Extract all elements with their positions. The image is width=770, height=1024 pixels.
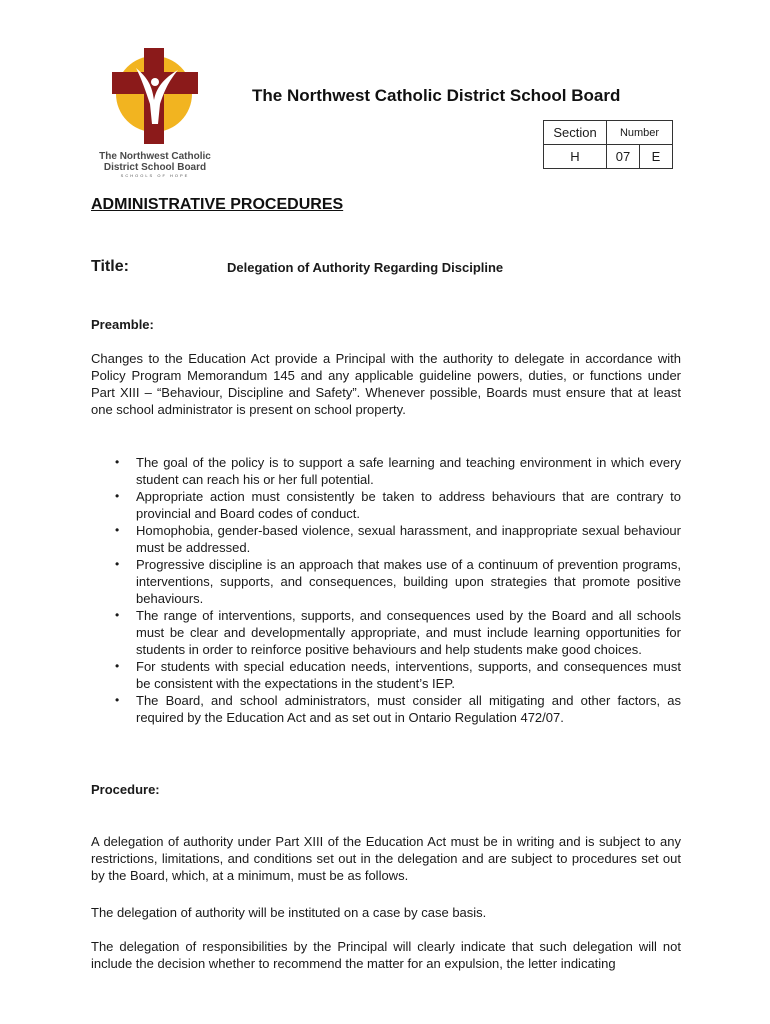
section-value: H: [544, 145, 607, 169]
number-suffix: E: [640, 145, 673, 169]
list-item: • Appropriate action must consistently be taken to address behaviours that are contrary to provincial and Board codes of conduct.: [136, 488, 681, 522]
preamble-heading: Preamble:: [91, 317, 154, 332]
list-item: • The goal of the policy is to support a safe learning and teaching environment in which every student can reach his or her full potential.: [136, 454, 681, 488]
procedure-paragraph: The delegation of responsibilities by the Principal will clearly indicate that such delegation will not include the decision whether to recommend the matter for an expulsion, the letter indicating: [91, 939, 681, 971]
list-item: • For students with special education needs, interventions, supports, and consequences must be consistent with the expectations in the student’s IEP.: [136, 658, 681, 692]
board-title: The Northwest Catholic District School Board: [252, 86, 621, 105]
number-label: Number: [607, 121, 673, 145]
logo-tagline: SCHOOLS OF HOPE: [120, 173, 190, 178]
section-label: Section: [544, 121, 607, 145]
number-value: 07: [607, 145, 640, 169]
procedure-paragraph: The delegation of authority will be instituted on a case by case basis.: [91, 905, 487, 920]
cross-and-dove-icon: [108, 48, 204, 144]
board-logo: [90, 48, 220, 180]
page-heading: ADMINISTRATIVE PROCEDURES: [91, 196, 344, 213]
list-item: • Progressive discipline is an approach that makes use of a continuum of prevention programs, interventions, supports, and consequences, building upon strategies that promote positive behaviours.: [136, 556, 681, 607]
title-label: Title:: [91, 258, 129, 275]
list-item: • Homophobia, gender-based violence, sexual harassment, and inappropriate sexual behaviour must be addressed.: [136, 522, 681, 556]
bullet-list: [91, 454, 681, 726]
procedure-paragraph: A delegation of authority under Part XIII of the Education Act must be in writing and is subject to any restrictions, limitations, and conditions set out in the delegation and are subject to procedures set out by the Board, which, at a minimum, must be as follows.: [91, 834, 681, 883]
logo-name-line2: District School Board: [103, 162, 207, 173]
document-title: Delegation of Authority Regarding Discipline: [227, 260, 504, 275]
section-number-table: [543, 120, 673, 169]
list-item: • The range of interventions, supports, and consequences used by the Board and all schools must be clear and developmentally appropriate, and must include learning opportunities for students in order to reinforce positive behaviours and help students make good choices.: [136, 607, 681, 658]
preamble-paragraph: Changes to the Education Act provide a Principal with the authority to delegate in accordance with Policy Program Memorandum 145 and any applicable guideline powers, duties, or functions under Part XIII – “Behaviour, Discipline and Safety”. Whenever possible, Boards must ensure that at least one school administrator is present on school property.: [91, 351, 681, 417]
procedure-heading: Procedure:: [91, 782, 160, 797]
logo-name-line1: The Northwest Catholic: [99, 151, 211, 162]
list-item: • The Board, and school administrators, must consider all mitigating and other factors, as required by the Education Act and as set out in Ontario Regulation 472/07.: [136, 692, 681, 726]
logo-wordmark: [90, 151, 220, 173]
